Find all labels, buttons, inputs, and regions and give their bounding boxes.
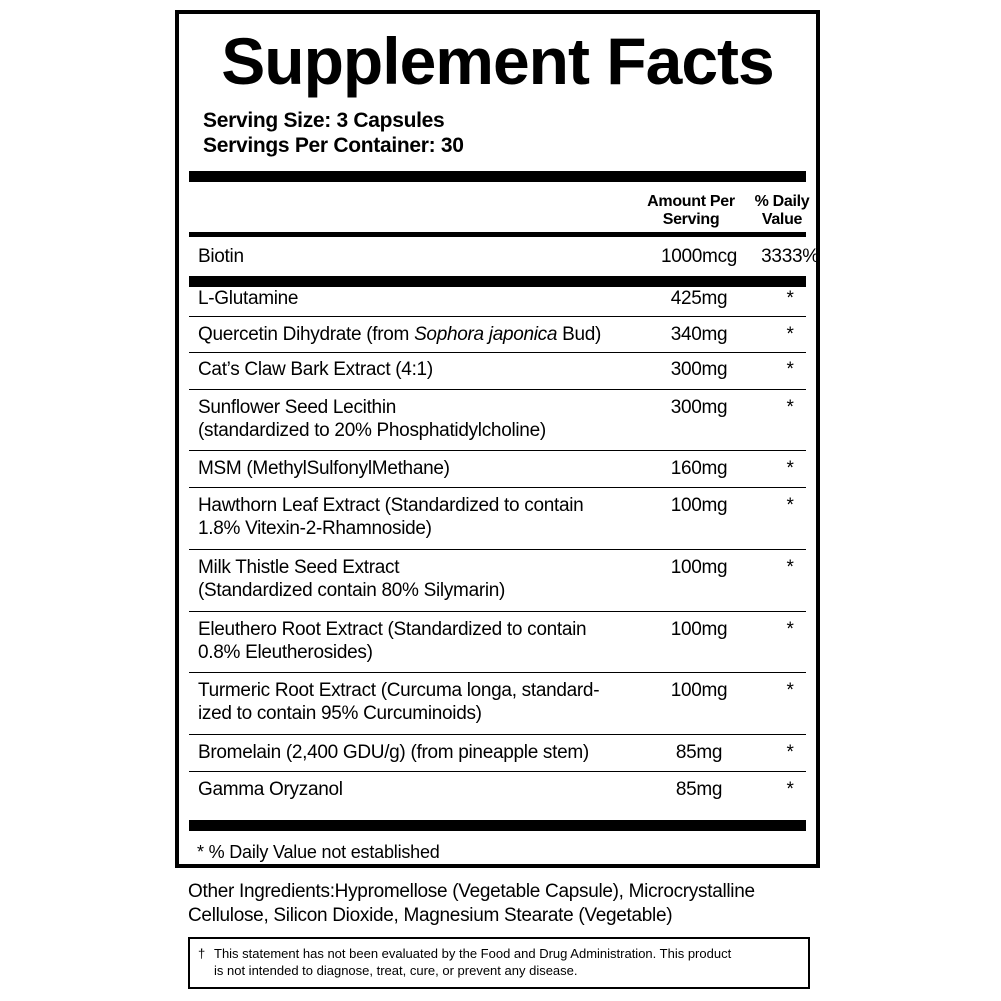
daily-value-footnote: * % Daily Value not established	[197, 842, 440, 862]
ingredient-amount: 340mg	[670, 324, 728, 345]
ingredient-name	[198, 741, 638, 764]
row-separator	[189, 450, 806, 451]
thick-divider-bottom	[189, 820, 806, 831]
disclaimer-text	[214, 945, 800, 979]
amount-header-line2: Serving	[662, 211, 720, 228]
ingredient-daily-value: *	[786, 324, 794, 345]
ingredient-daily-value: *	[786, 397, 794, 418]
ingredient-daily-value: *	[786, 495, 794, 516]
fda-disclaimer-box	[188, 937, 810, 989]
row-separator	[189, 734, 806, 735]
row-separator	[189, 771, 806, 772]
ingredient-name-line: Hawthorn Leaf Extract (Standardized to contain	[198, 495, 584, 516]
ingredient-amount: 85mg	[675, 742, 723, 763]
ingredient-name-line: (Standardized contain 80% Silymarin)	[198, 580, 506, 601]
ingredient-name	[198, 556, 638, 602]
ingredient-daily-value: *	[786, 458, 794, 479]
ingredient-name-line: MSM (MethylSulfonylMethane)	[198, 458, 450, 479]
ingredient-name-line: Eleuthero Root Extract (Standardized to contain	[198, 619, 587, 640]
ingredient-daily-value: *	[786, 359, 794, 380]
ingredient-daily-value: *	[786, 619, 794, 640]
ingredient-daily-value: *	[786, 779, 794, 800]
dv-header-line1: % Daily	[754, 193, 810, 210]
ingredient-name-line: Cat’s Claw Bark Extract (4:1)	[198, 359, 433, 380]
ingredient-amount: 1000mcg	[660, 246, 738, 267]
ingredient-amount: 160mg	[670, 458, 728, 479]
row-separator	[189, 316, 806, 317]
ingredient-amount: 100mg	[670, 619, 728, 640]
ingredient-name-line: Sunflower Seed Lecithin	[198, 397, 397, 418]
ingredient-amount: 100mg	[670, 495, 728, 516]
ingredient-amount: 425mg	[670, 288, 728, 309]
ingredient-amount: 85mg	[675, 779, 723, 800]
ingredient-name-line: Bromelain (2,400 GDU/g) (from pineapple stem)	[198, 742, 589, 763]
dagger-symbol: †	[198, 946, 206, 961]
amount-header-line1: Amount Per	[647, 193, 735, 210]
other-ingredients	[188, 880, 828, 928]
ingredient-name	[198, 494, 638, 540]
ingredient-daily-value: *	[786, 288, 794, 309]
servings-per-container: Servings Per Container: 30	[203, 134, 464, 157]
ingredient-name	[198, 778, 638, 801]
panel-title: Supplement Facts	[221, 24, 774, 98]
thick-divider-middle	[189, 276, 806, 287]
ingredient-name-line: Turmeric Root Extract (Curcuma longa, standard-	[198, 680, 600, 701]
ingredient-daily-value: 3333%	[761, 246, 819, 267]
ingredient-amount: 100mg	[670, 557, 728, 578]
row-separator	[189, 672, 806, 673]
ingredient-daily-value: *	[786, 680, 794, 701]
other-ingredients-line1: Other Ingredients:Hypromellose (Vegetable Capsule), Microcrystalline	[188, 881, 755, 902]
ingredient-amount: 300mg	[670, 397, 728, 418]
row-separator	[189, 487, 806, 488]
ingredient-name	[198, 287, 638, 310]
botanical-name: Sophora japonica	[414, 324, 558, 345]
ingredient-name	[198, 358, 638, 381]
thick-divider-top	[189, 171, 806, 182]
ingredient-name-line: L-Glutamine	[198, 288, 299, 309]
ingredient-daily-value: *	[786, 742, 794, 763]
medium-divider	[189, 232, 806, 237]
ingredient-name	[198, 457, 638, 480]
amount-column-header	[636, 193, 746, 229]
serving-info	[203, 108, 464, 158]
ingredient-name: Biotin	[198, 246, 244, 267]
row-separator	[189, 389, 806, 390]
dv-header-line2: Value	[761, 211, 803, 228]
row-separator	[189, 352, 806, 353]
ingredient-amount: 300mg	[670, 359, 728, 380]
supplement-facts-panel	[175, 10, 820, 868]
ingredient-name	[198, 618, 638, 664]
ingredient-name: Quercetin Dihydrate (from Sophora japonica Bud)	[198, 324, 602, 345]
ingredient-name-line: 0.8% Eleutherosides)	[198, 642, 373, 663]
ingredient-name-line: 1.8% Vitexin-2-Rhamnoside)	[198, 518, 432, 539]
ingredient-name-line: ized to contain 95% Curcuminoids)	[198, 703, 482, 724]
ingredient-name-line: Gamma Oryzanol	[198, 779, 343, 800]
ingredient-name	[198, 396, 638, 442]
ingredient-name-line: (standardized to 20% Phosphatidylcholine)	[198, 420, 546, 441]
disclaimer-line1: This statement has not been evaluated by the Food and Drug Administration. This product	[214, 946, 732, 961]
row-separator	[189, 549, 806, 550]
row-separator	[189, 611, 806, 612]
other-ingredients-line2: Cellulose, Silicon Dioxide, Magnesium Stearate (Vegetable)	[188, 905, 673, 926]
ingredient-name-line: Milk Thistle Seed Extract	[198, 557, 400, 578]
dv-column-header	[737, 193, 827, 229]
ingredient-daily-value: *	[786, 557, 794, 578]
ingredient-amount: 100mg	[670, 680, 728, 701]
ingredient-name	[198, 679, 638, 725]
serving-size: Serving Size: 3 Capsules	[203, 109, 445, 132]
disclaimer-line2: is not intended to diagnose, treat, cure, or prevent any disease.	[214, 963, 578, 978]
